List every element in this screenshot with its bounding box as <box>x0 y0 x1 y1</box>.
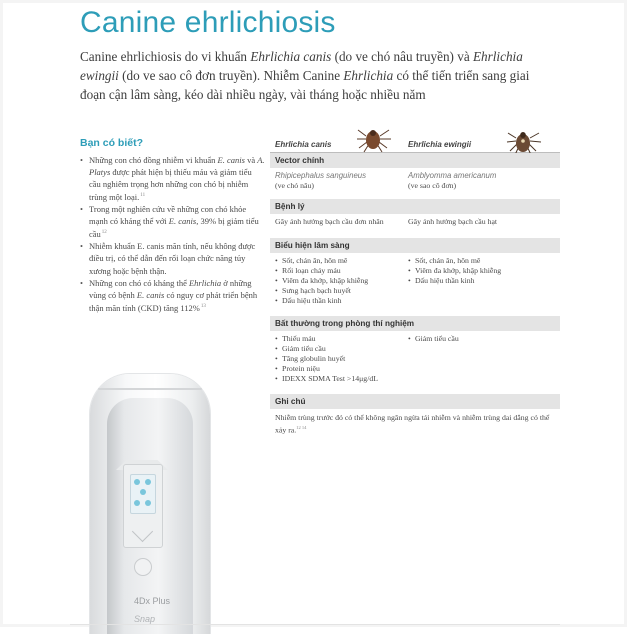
cell-canis: Gây ảnh hưởng bạch cầu đơn nhân <box>275 217 384 226</box>
list-item: • Sốt, chán ăn, hôn mê <box>275 256 403 266</box>
section-body <box>270 253 560 316</box>
cell-canis <box>275 334 403 384</box>
list-item: • Sốt, chán ăn, hôn mê <box>408 256 558 266</box>
section-clinical <box>270 238 560 316</box>
reference-number: 12 <box>101 230 107 236</box>
result-dot <box>134 500 140 506</box>
list-item: • Dấu hiệu thần kinh <box>275 296 403 306</box>
result-dot <box>145 479 151 485</box>
section-heading: Vector chính <box>270 153 560 168</box>
section-pathology <box>270 199 560 238</box>
did-you-know-title: Bạn có biết? <box>80 137 144 149</box>
device-brand: Snap <box>134 614 156 624</box>
list-item <box>80 154 265 203</box>
result-dot <box>145 500 151 506</box>
section-heading: Bất thường trong phòng thí nghiệm <box>270 316 560 331</box>
list-item: • Giảm tiểu cầu <box>408 334 558 344</box>
intro-text: (do ve sao cô đơn truyền). Nhiễm Canine <box>118 68 344 83</box>
item-text: Trong một nghiên cứu về những con chó khỏe mạnh có kháng thể với <box>89 204 247 227</box>
snap-test-device-image <box>90 374 210 634</box>
section-lab <box>270 316 560 394</box>
list-item <box>80 240 265 276</box>
list-item: • Giảm tiểu cầu <box>275 344 403 354</box>
list-item: • Thiếu máu <box>275 334 403 344</box>
item-species: E. canis <box>136 289 165 300</box>
section-note <box>270 394 560 440</box>
did-you-know-list <box>80 154 265 314</box>
note-body: Nhiễm trùng trước đó có thể không ngăn ngừa tái nhiễm và nhiễm trùng dai dẳng có thể xảy ra. <box>275 413 550 435</box>
list-item <box>80 277 265 314</box>
section-heading: Ghi chú <box>270 394 560 409</box>
did-you-know-panel <box>80 137 265 314</box>
intro-text: (do ve chó nâu truyền) và <box>331 49 473 64</box>
item-species: Ehrlichia <box>188 277 222 288</box>
list-item: • Dấu hiệu thần kinh <box>408 276 558 286</box>
reference-number: 11 <box>140 193 146 199</box>
item-text: , 39% bị giảm tiểu cầu <box>89 216 259 240</box>
device-label: 4Dx Plus <box>134 596 171 606</box>
scientific-name: Rhipicephalus sanguineus <box>275 171 367 180</box>
intro-species: Ehrlichia <box>343 68 394 83</box>
list-item: • Tăng globulin huyết <box>275 354 403 364</box>
section-body <box>270 331 560 394</box>
cell-canis <box>275 171 403 191</box>
item-text: ở những vùng có bệnh <box>89 277 252 300</box>
column-header-ehrlichia-ewingii: Ehrlichia ewingii <box>408 140 472 149</box>
note-text <box>270 409 560 440</box>
cell-ewingii <box>408 334 558 344</box>
item-text: và <box>244 155 258 165</box>
list-item: • Rối loạn chảy máu <box>275 266 403 276</box>
item-species: E. canis <box>217 155 245 165</box>
intro-species: Ehrlichia ewingii <box>80 49 523 83</box>
cell-canis <box>275 256 403 306</box>
common-name: (ve chó nâu) <box>275 181 314 190</box>
item-text: được phát hiện bị thiếu máu và giảm tiểu cầu nghiêm trọng hơn những con chó bị nhiễm trùng một loại. <box>89 167 252 203</box>
item-species: A. Platys <box>89 155 265 178</box>
item-text: có nguy cơ phát triển bệnh thận mãn tính (CKD) tăng 112% <box>89 289 258 313</box>
intro-species: Ehrlichia canis <box>250 49 332 64</box>
section-heading: Biểu hiện lâm sàng <box>270 238 560 253</box>
device-activation-circle <box>134 558 152 576</box>
item-text: Những con chó đồng nhiễm vi khuẩn <box>89 155 218 165</box>
section-body <box>270 214 560 238</box>
list-item: • Viêm đa khớp, khập khiễng <box>408 266 558 276</box>
result-dot <box>134 479 140 485</box>
section-body <box>270 168 560 199</box>
item-species: E. canis <box>168 216 197 227</box>
list-item: • Sưng hạch bạch huyết <box>275 286 403 296</box>
page-title: Canine ehrlichiosis <box>80 6 336 39</box>
cell-ewingii <box>408 171 558 191</box>
table-header <box>270 130 560 153</box>
cell-ewingii <box>408 256 558 286</box>
reference-number: 12 14 <box>296 425 307 430</box>
intro-paragraph <box>80 47 550 104</box>
column-header-ehrlichia-canis: Ehrlichia canis <box>275 140 332 149</box>
divider <box>70 624 560 625</box>
list-item: • Protein niệu <box>275 364 403 374</box>
item-text: Những con chó có kháng thể <box>89 277 189 288</box>
section-heading: Bệnh lý <box>270 199 560 214</box>
device-result-pad <box>130 474 156 514</box>
scientific-name: Amblyomma americanum <box>408 171 497 180</box>
list-item <box>80 203 265 240</box>
intro-text: có thể tiến triển sang giai đoạn cận lâm sàng, kéo dài nhiều ngày, vài tháng hoặc nhiều năm <box>80 68 530 102</box>
comparison-table <box>270 130 560 440</box>
reference-number: 13 <box>200 303 206 309</box>
result-dot <box>140 489 146 495</box>
cell-ewingii: Gây ảnh hưởng bạch cầu hạt <box>408 217 498 226</box>
brown-dog-tick-icon <box>356 124 392 154</box>
section-vector <box>270 153 560 199</box>
common-name: (ve sao cô đơn) <box>408 181 457 190</box>
list-item: • IDEXX SDMA Test >14μg/dL <box>275 374 403 384</box>
intro-text: Canine ehrlichiosis do vi khuẩn <box>80 49 251 64</box>
device-ridge <box>98 388 202 390</box>
list-item: • Viêm đa khớp, khập khiễng <box>275 276 403 286</box>
lone-star-tick-icon <box>506 126 542 156</box>
item-text: Nhiễm khuẩn E. canis mãn tính, nếu không được điều trị, có thể dẫn đến rối loạn chức năng tủy xương hoặc bệnh thận. <box>89 241 256 276</box>
